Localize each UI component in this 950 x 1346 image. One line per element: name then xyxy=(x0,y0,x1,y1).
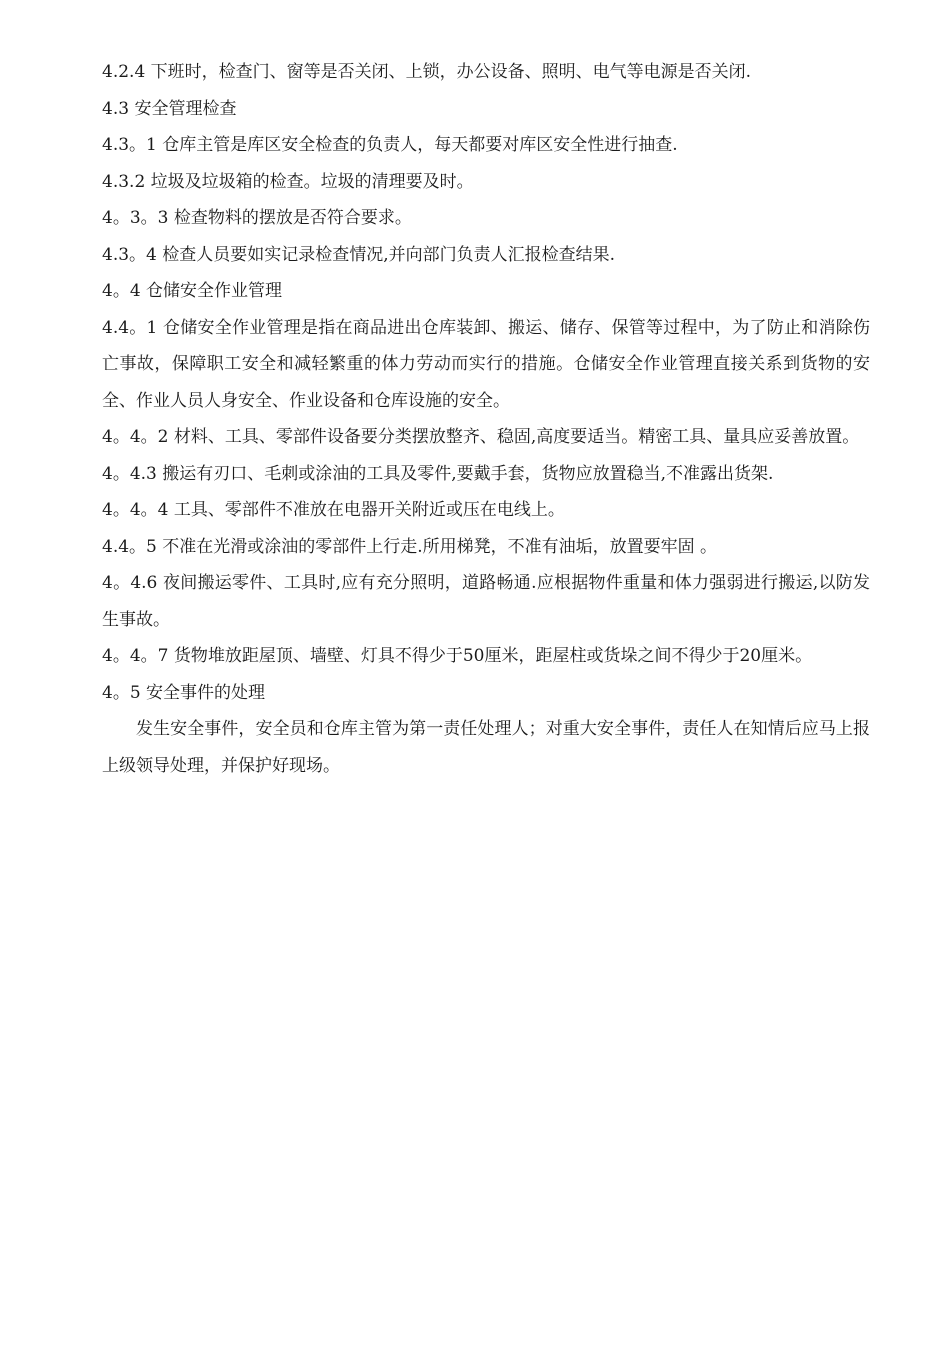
section-4-4-4: 4。4。4 工具、零部件不准放在电器开关附近或压在电线上。 xyxy=(102,500,565,520)
heading-4-4: 4。4 仓储安全作业管理 xyxy=(102,281,283,301)
heading-4-5: 4。5 安全事件的处理 xyxy=(102,682,266,703)
section-4-4-1: 4.4。1 仓储安全作业管理是指在商品进出仓库装卸、搬运、储存、保管等过程中，为了防止和消除伤亡事故，保障职工安全和减轻繁重的体力劳动而实行的措施。仓储安全作业管理直接关系到货物的安全、作业人员人身安全、作业设备和仓库设施的安全。 xyxy=(102,317,870,411)
section-4-3-1: 4.3。1 仓库主管是库区安全检查的负责人，每天都要对库区安全性进行抽查. xyxy=(102,135,678,155)
section-4-3-3: 4。3。3 检查物料的摆放是否符合要求。 xyxy=(102,208,412,228)
section-4-4-3: 4。4.3 搬运有刃口、毛刺或涂油的工具及零件,要戴手套，货物应放置稳当,不准露出货架. xyxy=(102,463,774,484)
section-4-4-2: 4。4。2 材料、工具、零部件设备要分类摆放整齐、稳固,高度要适当。精密工具、量具应妥善放置。 xyxy=(102,427,860,447)
heading-4-3: 4.3 安全管理检查 xyxy=(102,98,237,119)
section-4-4-7: 4。4。7 货物堆放距屋顶、墙壁、灯具不得少于50厘米，距屋柱或货垛之间不得少于20厘米。 xyxy=(102,646,813,666)
document-body xyxy=(102,54,870,784)
section-4-4-6: 4。4.6 夜间搬运零件、工具时,应有充分照明，道路畅通.应根据物件重量和体力强弱进行搬运,以防发生事故。 xyxy=(102,573,870,630)
section-4-3-4: 4.3。4 检查人员要如实记录检查情况,并向部门负责人汇报检查结果. xyxy=(102,244,616,265)
section-4-5-body: 发生安全事件，安全员和仓库主管为第一责任处理人；对重大安全事件，责任人在知情后应马上报上级领导处理，并保护好现场。 xyxy=(102,719,870,776)
section-4-4-5: 4.4。5 不准在光滑或涂油的零部件上行走.所用梯凳，不准有油垢，放置要牢固 。 xyxy=(102,536,718,557)
section-4-2-4: 4.2.4 下班时，检查门、窗等是否关闭、上锁，办公设备、照明、电气等电源是否关闭. xyxy=(102,62,752,82)
section-4-3-2: 4.3.2 垃圾及垃圾箱的检查。垃圾的清理要及时。 xyxy=(102,171,474,192)
